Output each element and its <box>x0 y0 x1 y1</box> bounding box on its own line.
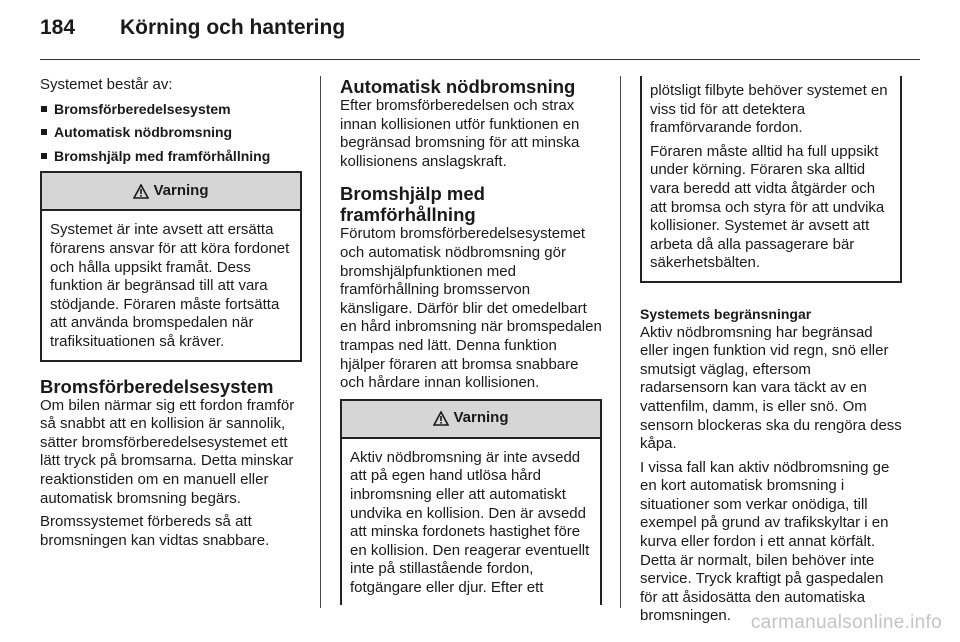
column-divider-1 <box>320 76 321 608</box>
warning-triangle-icon <box>133 184 149 199</box>
paragraph: Förutom bromsförberedelsesystemet och automatisk nödbromsning gör bromshjälpfunktionen med framförhållning bromsservon känsligare. Därför blir det omedelbart en hård inbromsning när bromspedalen trampas ned lätt. Denna funktion hjälper föraren att bromsa snabbare och hårdare innan kollisionen. <box>340 225 602 392</box>
section-heading: Bromsförberedelsesystem <box>40 375 274 397</box>
list-item: Bromshjälp med framförhållning <box>40 147 302 166</box>
warning-text: Föraren måste alltid ha full uppsikt under körning. Föraren ska alltid vara beredd att vidta åtgärder och att bromsa och styra för att undvika kollisioner. Systemet är avsett att arbeta då alla passagerare bär säkerhetsbälten. <box>650 142 885 272</box>
page-number: 184 <box>40 16 76 39</box>
watermark: carmanualsonline.info <box>750 612 942 633</box>
paragraph: Bromssystemet förbereds så att bromsningen kan vidtas snabbare. <box>40 513 270 549</box>
column-divider-2 <box>620 76 621 608</box>
warning-box-2-continued <box>640 76 902 283</box>
warning-box-1 <box>40 171 302 361</box>
paragraph: Efter bromsförberedelsen och strax innan kollisionen utför funktionen en begränsad bromsning för att minska kollisionens anslagskraft. <box>340 97 580 170</box>
paragraph: Aktiv nödbromsning har begränsad eller ingen funktion vid regn, snö eller smutsigt väglag, eftersom radarsensorn kan vara täckt av en vattenfilm, damm, is eller snö. Om sensorn blockeras ska du rengöra dess kåpa. <box>640 323 902 453</box>
column-1 <box>40 76 302 555</box>
section-heading: Automatisk nödbromsning <box>340 76 576 97</box>
page-header <box>40 16 920 48</box>
system-components-list <box>40 100 302 166</box>
warning-label: Varning <box>153 182 209 200</box>
header-rule <box>40 59 920 60</box>
page-title: Körning och hantering <box>120 16 346 39</box>
column-3 <box>640 76 902 631</box>
warning-header <box>42 173 300 211</box>
list-item: Automatisk nödbromsning <box>40 123 302 142</box>
section-heading: Bromshjälp med framförhållning <box>340 183 485 226</box>
warning-label: Varning <box>453 409 509 427</box>
warning-text: plötsligt filbyte behöver systemet en viss tid för att detektera framförvarande fordon. <box>650 82 888 137</box>
warning-box-2 <box>340 399 602 606</box>
paragraph: Om bilen närmar sig ett fordon framför så snabbt att en kollision är sannolik, sätter bromsförberedelsesystemet ett lätt tryck på bromsarna. Detta minskar reaktionstiden om en manuell eller automatisk bromsning begärs. <box>40 396 295 507</box>
column-2 <box>340 76 602 605</box>
warning-text: Aktiv nödbromsning är inte avsedd att på egen hand utlösa hård inbromsning eller att automatiskt undvika en kollision. Den är avsedd att minska fordonets hastighet före en kollision. Den reagerar eventuellt inte på stillastående fordon, fotgängare eller djur. Efter ett <box>350 448 590 596</box>
section-heading: Systemets begränsningar <box>640 305 812 322</box>
paragraph: I vissa fall kan aktiv nödbromsning ge en kort automatisk bromsning i situationer som verkar onödiga, till exempel på grund av trafikskyltar i en kurva eller fordon i ett annat körfält. Detta är normalt, bilen behöver inte service. Tryck kraftigt på gaspedalen för att åsidosätta den automatiska bromsningen. <box>640 458 890 625</box>
warning-triangle-icon <box>433 411 449 426</box>
list-item: Bromsförberedelsesystem <box>40 100 302 119</box>
warning-text: Systemet är inte avsett att ersätta förarens ansvar för att köra fordonet och hålla uppsikt framåt. Dess funktion är begränsad till att vara stödjande. Föraren måste fortsätta att använda bromspedalen när trafiksituationen så kräver. <box>50 221 290 350</box>
warning-header <box>342 401 600 439</box>
intro-text: Systemet består av: <box>40 76 173 93</box>
